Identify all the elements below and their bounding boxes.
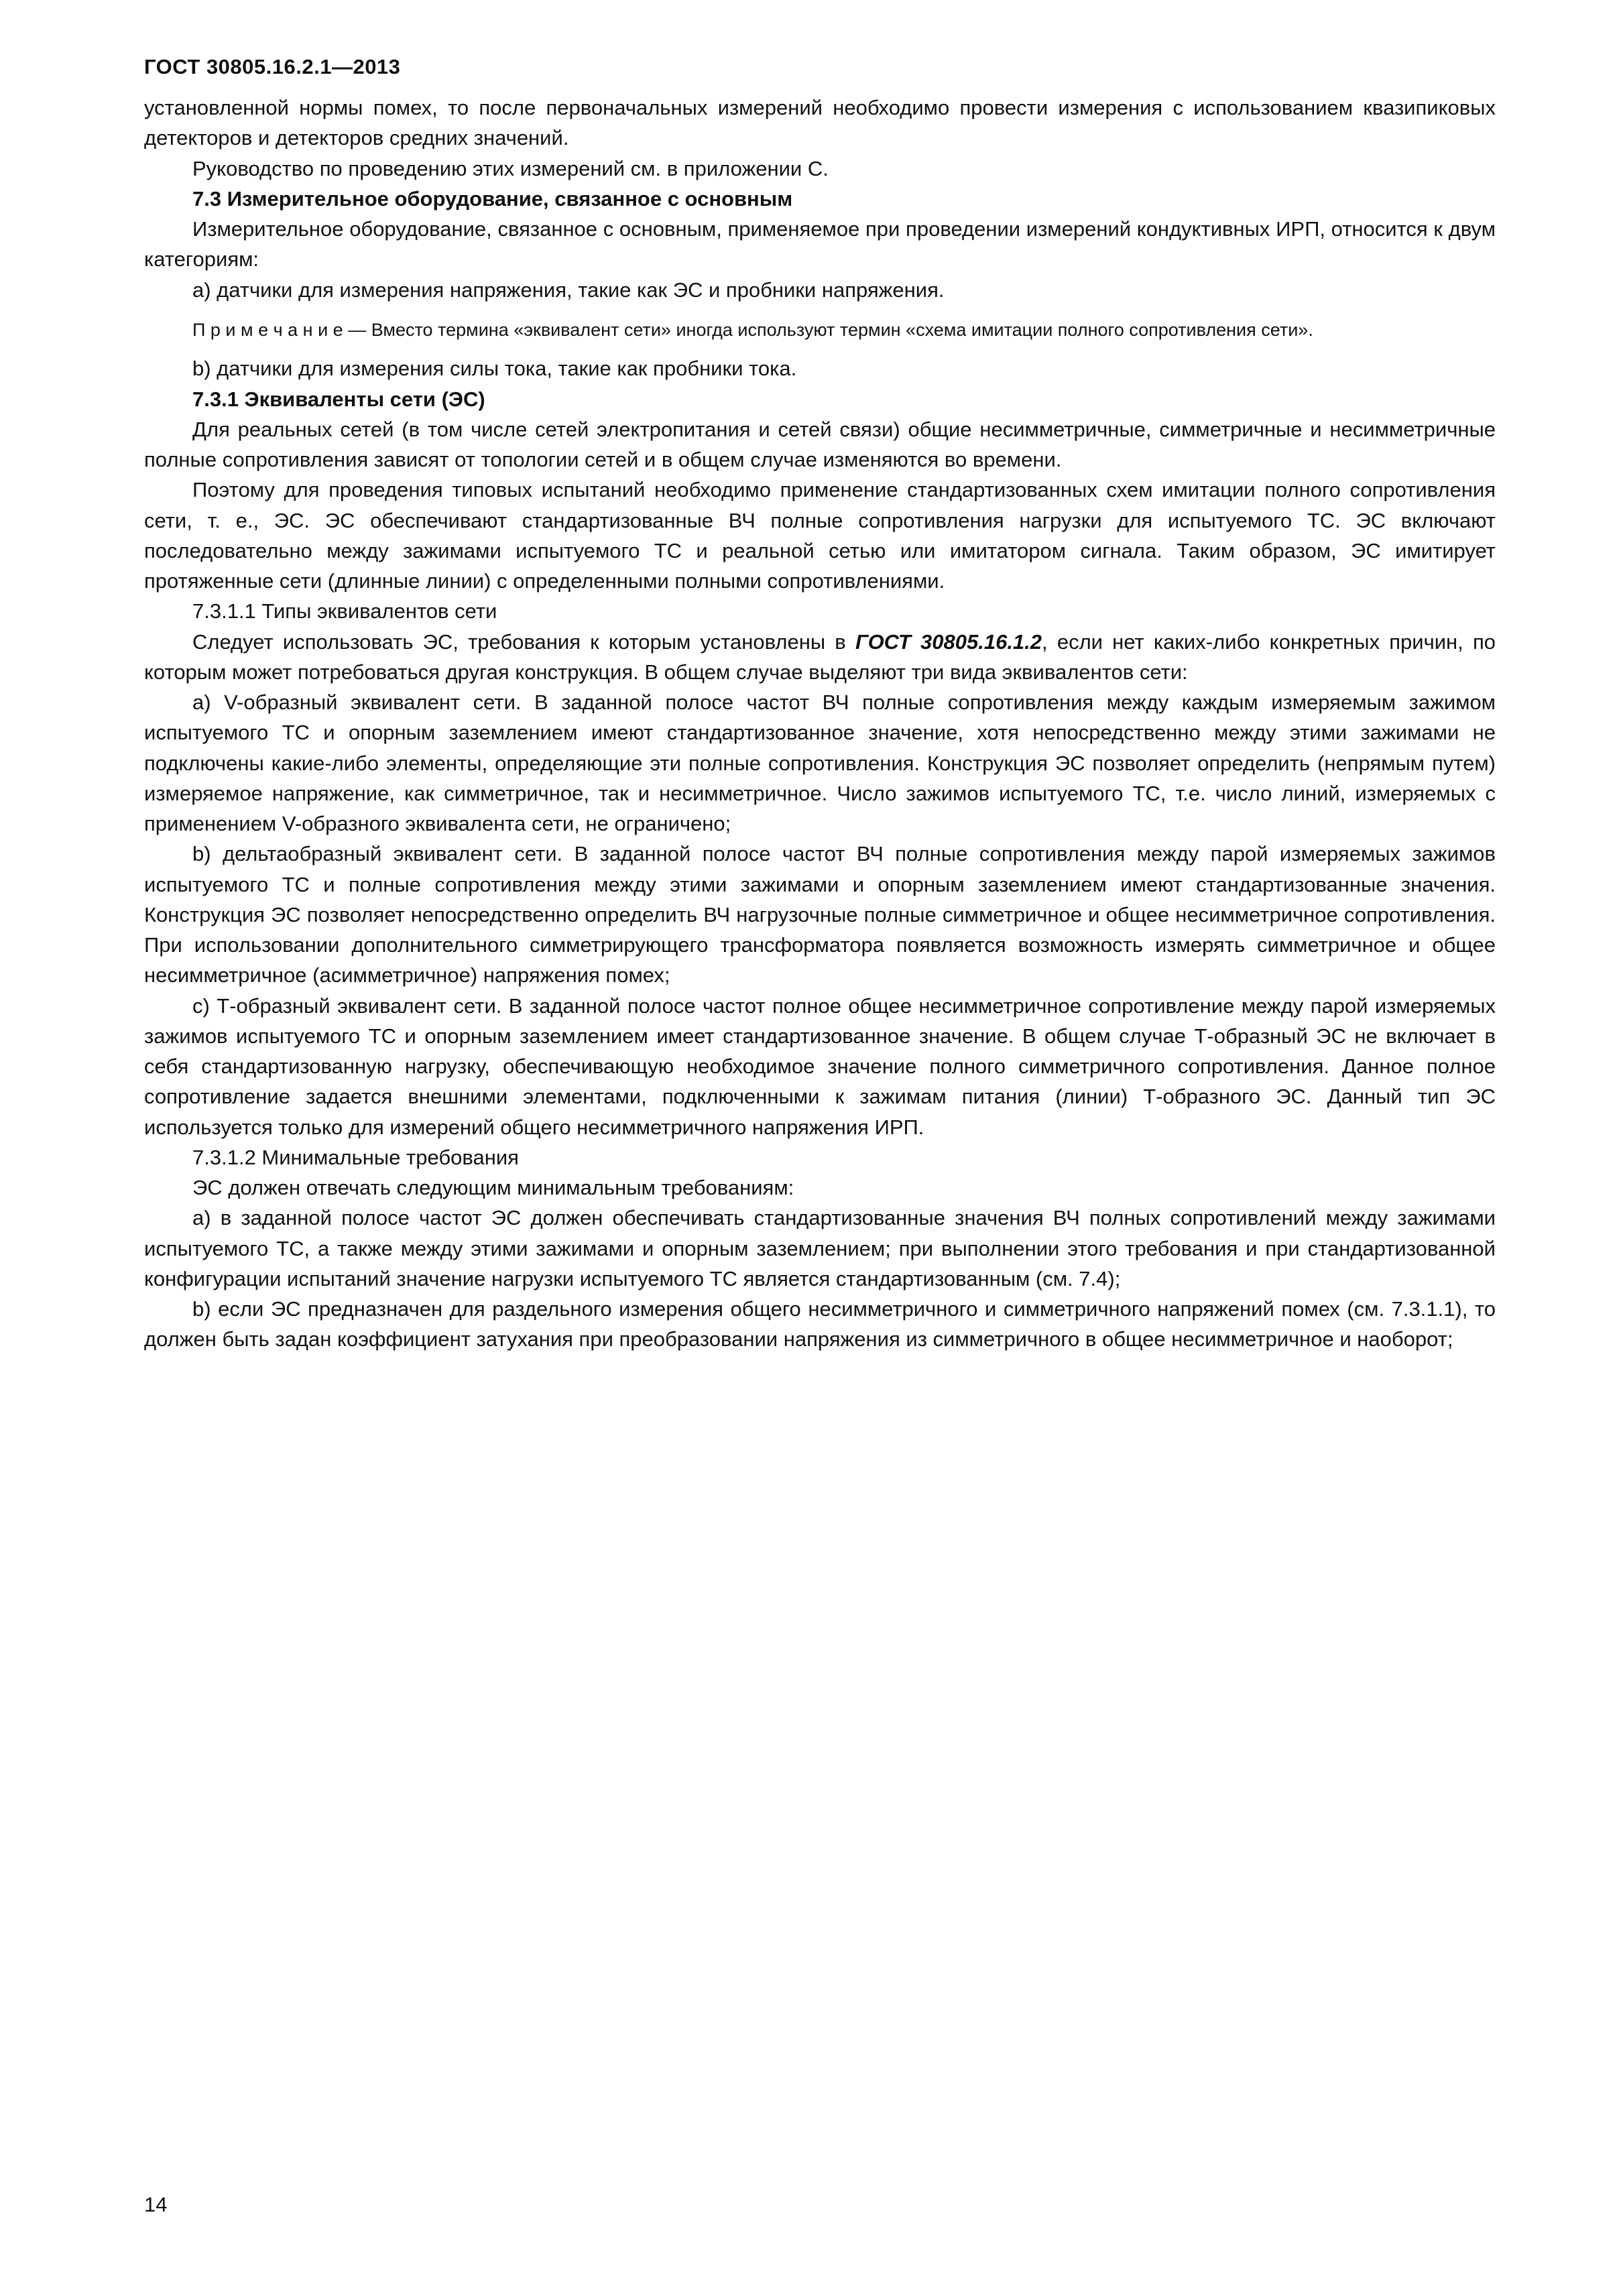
text-run: установленной нормы помех, то после первоначальных измерений необходимо провести измерения с использованием квазипиковых детекторов и детекторов средних значений. (144, 96, 1496, 150)
text-run: Руководство по проведению этих измерений см. в приложении С. (192, 156, 829, 180)
paragraph (144, 1142, 1496, 1172)
text-run: 7.3.1.2 Минимальные требования (192, 1145, 519, 1169)
text-run: , если нет каких-либо конкретных причин, по которым может потребоваться другая конструкция. В общем случае выделяют три вида эквивалентов сети: (144, 629, 1496, 684)
text-run: ЭС должен отвечать следующим минимальным требованиям: (192, 1176, 794, 1200)
paragraph (144, 1203, 1496, 1294)
paragraph (144, 475, 1496, 596)
text-run: 7.3.1.1 Типы эквивалентов сети (192, 599, 497, 623)
text-run: a) в заданной полосе частот ЭС должен обеспечивать стандартизованные значения ВЧ полных сопротивлений между зажимами испытуемого ТС, а также между этими зажимами и опорным заземлением; при выполнении этого требования и при стандартизованной конфигурации испытаний значение нагрузки испытуемого ТС является стандартизованным (см. 7.4); (144, 1206, 1496, 1290)
paragraph (144, 353, 1496, 383)
paragraph (144, 1294, 1496, 1355)
document-header-standard-number: ГОСТ 30805.16.2.1—2013 (144, 55, 401, 78)
paragraph (144, 687, 1496, 839)
text-run: a) V-образный эквивалент сети. В заданной полосе частот ВЧ полные сопротивления между каждым измеряемым зажимом испытуемого ТС и опорным заземлением имеют стандартизованное значение, хотя непосредственно между этими зажимами не подключены какие-либо элементы, определяющие эти полные сопротивления. Конструкция ЭС позволяет определить (непрямым путем) измеряемое напряжение, как симметричное, так и несимметричное. Число зажимов испытуемого ТС, т.е. число линий, измеряемых с применением V-образного эквивалента сети, не ограничено; (144, 690, 1496, 836)
paragraph (144, 1172, 1496, 1203)
text-run: Следует использовать ЭС, требования к которым установлены в (192, 629, 855, 654)
note-paragraph (144, 316, 1496, 345)
document-body (144, 93, 1496, 1355)
paragraph (144, 154, 1496, 184)
section-heading (144, 384, 1496, 414)
paragraph (144, 93, 1496, 154)
text-run: b) если ЭС предназначен для раздельного измерения общего несимметричного и симметричного напряжений помех (см. 7.3.1.1), то должен быть задан коэффициент затухания при преобразовании напряжения из симметричного в общее несимметричное и наоборот; (144, 1297, 1496, 1351)
text-run: 7.3.1 Эквиваленты сети (ЭС) (192, 387, 485, 411)
paragraph (144, 414, 1496, 475)
text-run: ГОСТ 30805.16.1.2 (855, 629, 1042, 654)
text-run: c) Т-образный эквивалент сети. В заданной полосе частот полное общее несимметричное сопротивление между парой измеряемых зажимов испытуемого ТС и опорным заземлением имеет стандартизованное значение. В общем случае Т-образный ЭС не включает в себя стандартизованную нагрузку, обеспечивающую необходимое значение полного симметричного сопротивления. Данное полное сопротивление задается внешними элементами, подключенными к зажимам питания (линии) Т-образного ЭС. Данный тип ЭС используется только для измерений общего несимметричного напряжения ИРП. (144, 993, 1496, 1139)
paragraph (144, 839, 1496, 990)
text-run: b) датчики для измерения силы тока, такие как пробники тока. (192, 357, 797, 381)
paragraph (144, 275, 1496, 305)
paragraph (144, 596, 1496, 626)
page-number: 14 (144, 2193, 168, 2216)
text-run: 7.3 Измерительное оборудование, связанное с основным (192, 186, 793, 210)
paragraph (144, 214, 1496, 275)
text-run: b) дельтаобразный эквивалент сети. В заданной полосе частот ВЧ полные сопротивления между парой измеряемых зажимов испытуемого ТС и полные сопротивления между этими зажимами и опорным заземлением имеют стандартизованные значения. Конструкция ЭС позволяет непосредственно определить ВЧ нагрузочные полные симметричное и общее несимметричное сопротивления. При использовании дополнительного симметрирующего трансформатора появляется возможность измерять симметричное и общее несимметричное (асимметричное) напряжения помех; (144, 842, 1496, 987)
paragraph (144, 991, 1496, 1142)
section-heading (144, 184, 1496, 214)
text-run: Измерительное оборудование, связанное с основным, применяемое при проведении измерений кондуктивных ИРП, относится к двум категориям: (144, 217, 1496, 271)
text-run: Поэтому для проведения типовых испытаний необходимо применение стандартизованных схем имитации полного сопротивления сети, т. е., ЭС. ЭС обеспечивают стандартизованные ВЧ полные сопротивления нагрузки для испытуемого ТС. ЭС включают последовательно между зажимами испытуемого ТС и реальной сетью или имитатором сигнала. Таким образом, ЭС имитирует протяженные сети (длинные линии) с определенными полными сопротивлениями. (144, 478, 1496, 593)
text-run: a) датчики для измерения напряжения, такие как ЭС и пробники напряжения. (192, 278, 945, 302)
paragraph (144, 627, 1496, 688)
text-run: П р и м е ч а н и е — Вместо термина «эквивалент сети» иногда используют термин «схема имитации полного сопротивления сети». (192, 319, 1313, 340)
text-run: Для реальных сетей (в том числе сетей электропитания и сетей связи) общие несимметричные, симметричные и несимметричные полные сопротивления зависят от топологии сетей и в общем случае изменяются во времени. (144, 417, 1496, 472)
